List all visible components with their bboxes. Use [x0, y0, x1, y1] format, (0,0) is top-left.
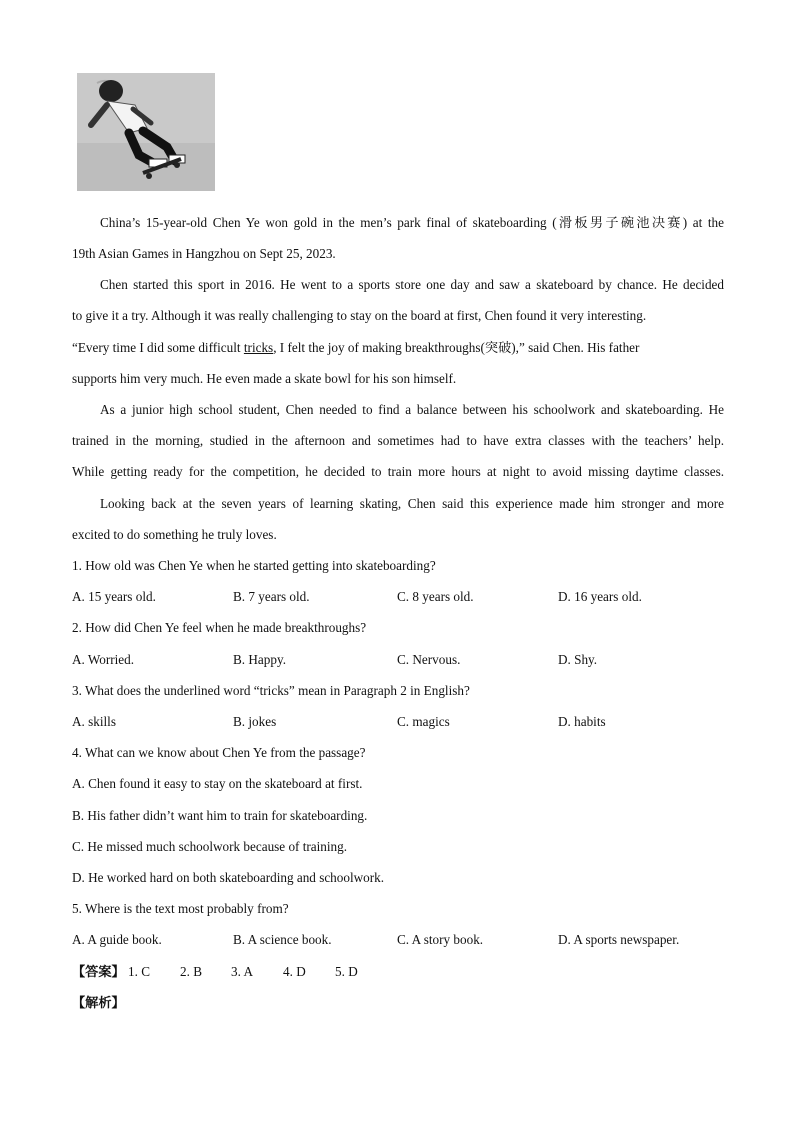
question-1-option-b: B. 7 years old.	[233, 589, 310, 604]
underlined-word-tricks: tricks	[243, 340, 274, 355]
passage-line-3: Chen started this sport in 2016. He went to a sports store one day and saw a skateboard by chance. He decided	[100, 277, 724, 292]
passage-line-7: As a junior high school student, Chen needed to find a balance between his schoolwork and skateboarding. He	[100, 402, 724, 417]
question-3-option-b: B. jokes	[233, 714, 277, 729]
answer-4: 4. D	[283, 964, 306, 979]
answer-5: 5. D	[335, 964, 358, 979]
question-2-option-a: A. Worried.	[72, 652, 135, 667]
passage-line-4: to give it a try. Although it was really challenging to stay on the board at first, Chen found it very interesting.	[72, 308, 647, 323]
passage-line-1: China’s 15-year-old Chen Ye won gold in the men’s park final of skateboarding (滑板男子碗池决赛) at the	[100, 215, 724, 230]
question-3-option-a: A. skills	[72, 714, 116, 729]
answer-label: 【答案】	[72, 964, 125, 979]
skateboarder-photo	[77, 73, 215, 191]
question-5-stem: 5. Where is the text most probably from?	[72, 901, 289, 916]
question-3-option-d: D. habits	[558, 714, 606, 729]
question-2-option-d: D. Shy.	[558, 652, 598, 667]
question-4-option-c: C. He missed much schoolwork because of training.	[72, 839, 348, 854]
question-4-option-a: A. Chen found it easy to stay on the skateboard at first.	[72, 776, 363, 791]
passage-quote-line	[72, 339, 724, 357]
answer-3: 3. A	[231, 964, 253, 979]
quote-before: “Every time I did some difficult	[72, 340, 244, 355]
question-2-stem: 2. How did Chen Ye feel when he made breakthroughs?	[72, 620, 367, 635]
question-2-option-c: C. Nervous.	[397, 652, 461, 667]
answer-2: 2. B	[180, 964, 202, 979]
answer-1: 1. C	[128, 964, 150, 979]
passage-line-2: 19th Asian Games in Hangzhou on Sept 25, 2023.	[72, 246, 336, 261]
passage-line-11: excited to do something he truly loves.	[72, 527, 277, 542]
question-1-option-c: C. 8 years old.	[397, 589, 474, 604]
passage-line-8: trained in the morning, studied in the afternoon and sometimes had to have extra classes with the teachers’ help.	[72, 433, 724, 448]
question-5-option-a: A. A guide book.	[72, 932, 162, 947]
question-3-stem: 3. What does the underlined word “tricks” mean in Paragraph 2 in English?	[72, 683, 470, 698]
passage-line-10: Looking back at the seven years of learning skating, Chen said this experience made him stronger and more	[100, 496, 724, 511]
analysis-label: 【解析】	[72, 995, 125, 1010]
question-1-option-d: D. 16 years old.	[558, 589, 642, 604]
question-1-stem: 1. How old was Chen Ye when he started getting into skateboarding?	[72, 558, 436, 573]
question-1-option-a: A. 15 years old.	[72, 589, 156, 604]
question-5-option-c: C. A story book.	[397, 932, 484, 947]
question-4-option-d: D. He worked hard on both skateboarding and schoolwork.	[72, 870, 385, 885]
question-3-option-c: C. magics	[397, 714, 450, 729]
passage-line-9: While getting ready for the competition, he decided to train more hours at night to avoid missing daytime classes.	[72, 464, 724, 479]
question-5-option-b: B. A science book.	[233, 932, 332, 947]
passage-line-6: supports him very much. He even made a skate bowl for his son himself.	[72, 371, 457, 386]
question-4-option-b: B. His father didn’t want him to train for skateboarding.	[72, 808, 368, 823]
question-4-stem: 4. What can we know about Chen Ye from the passage?	[72, 745, 366, 760]
quote-after: , I felt the joy of making breakthroughs(突破),” said Chen. His father	[273, 340, 640, 355]
question-5-option-d: D. A sports newspaper.	[558, 932, 680, 947]
question-2-option-b: B. Happy.	[233, 652, 286, 667]
